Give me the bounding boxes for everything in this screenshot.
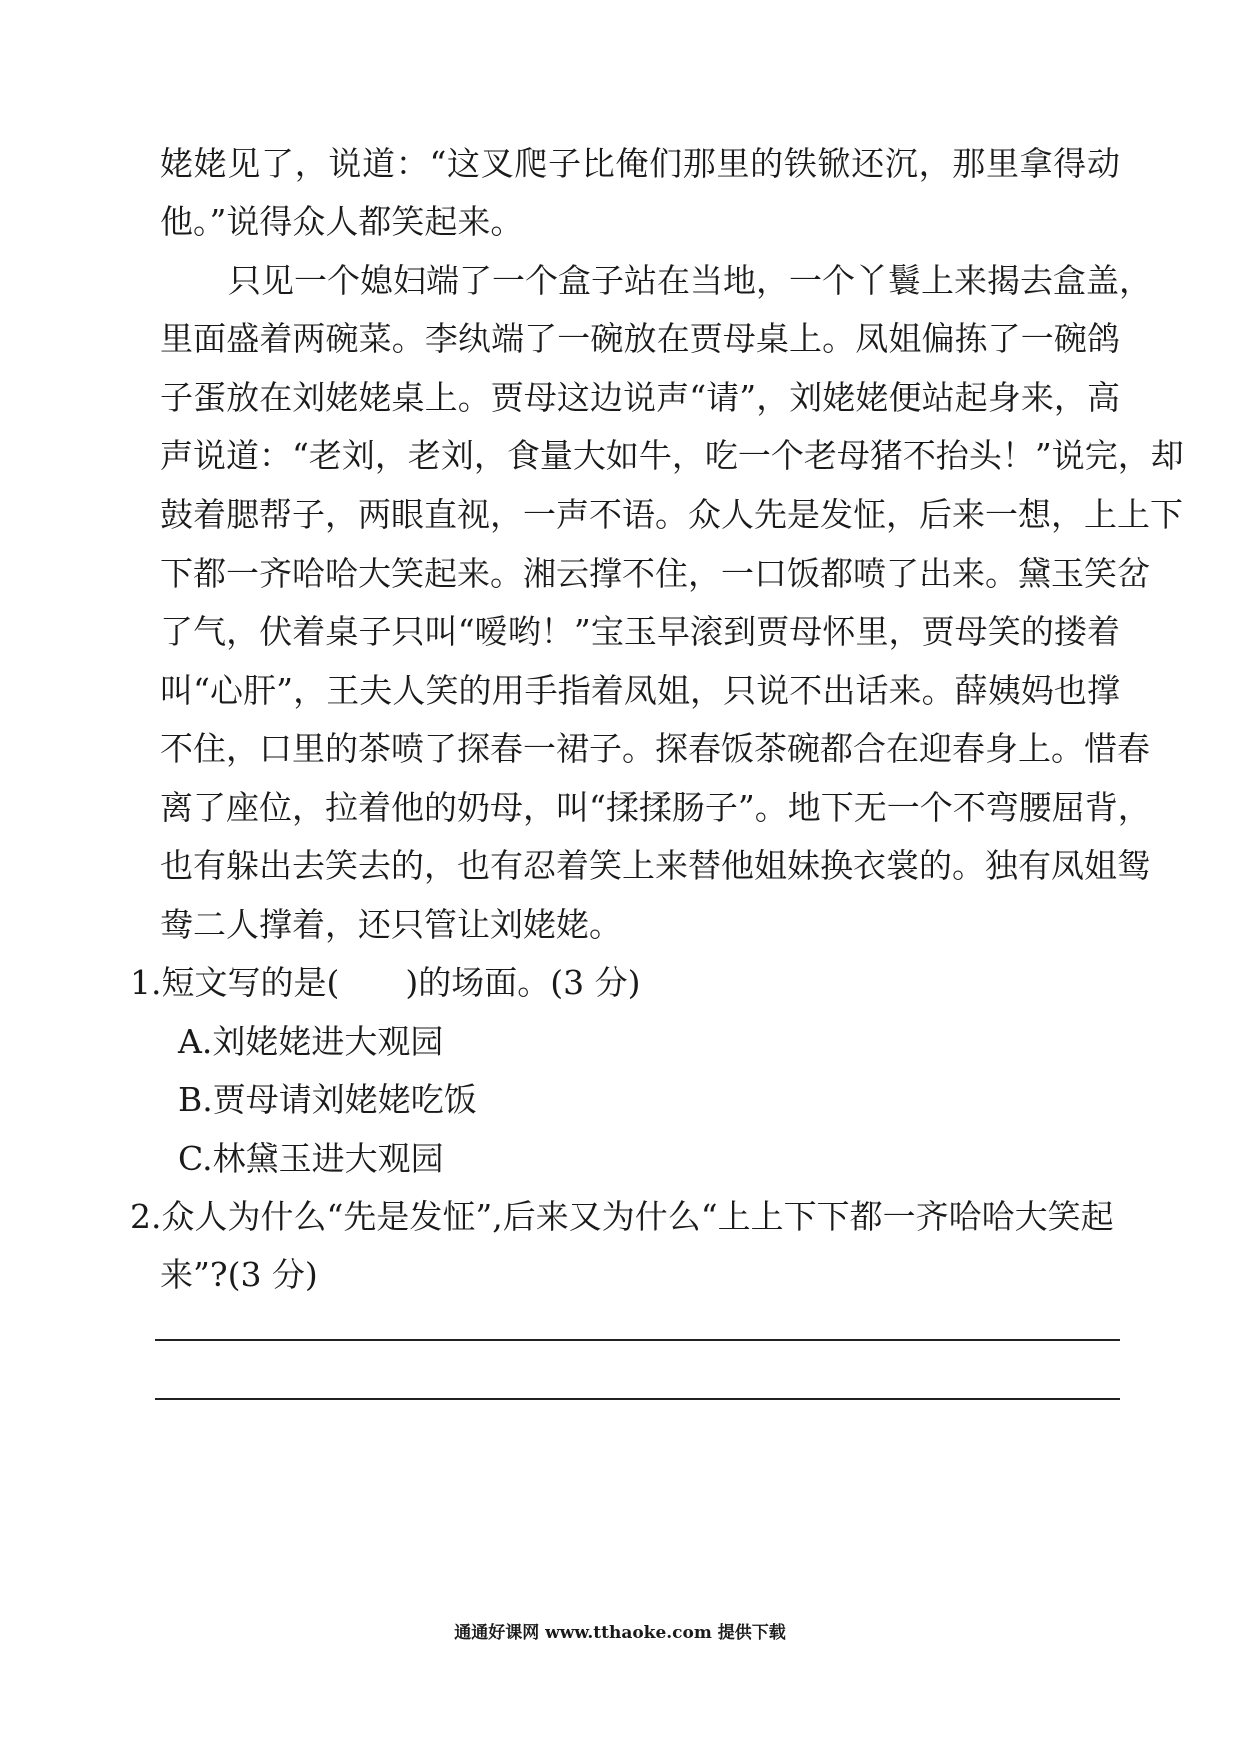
passage-line: 声说道：“老刘，老刘，食量大如牛，吃一个老母猪不抬头！”说完，却 [160, 436, 1184, 475]
question-text: 来”?(3 分) [160, 1255, 318, 1294]
passage-line: 也有躲出去笑去的，也有忍着笑上来替他姐妹换衣裳的。独有凤姐鸳 [160, 846, 1150, 885]
passage-line: 他。”说得众人都笑起来。 [160, 202, 524, 241]
passage-line: 离了座位，拉着他的奶母，叫“揉揉肠子”。地下无一个不弯腰屈背， [160, 788, 1151, 827]
passage-line: 不住，口里的茶喷了探春一裙子。探春饭茶碗都合在迎春身上。惜春 [160, 729, 1150, 768]
passage-line: 下都一齐哈哈大笑起来。湘云撑不住，一口饭都喷了出来。黛玉笑岔 [160, 554, 1150, 593]
passage-line: 子蛋放在刘姥姥桌上。贾母这边说声“请”，刘姥姥便站起身来，高 [160, 378, 1120, 417]
footer-text: 通通好课网 www.tthaoke.com 提供下载 [454, 1623, 786, 1643]
answer-option-b: B.贾母请刘姥姥吃饭 [178, 1080, 477, 1119]
answer-option-a: A.刘姥姥进大观园 [178, 1022, 444, 1061]
passage-line: 了气，伏着桌子只叫“嗳哟！”宝玉早滚到贾母怀里，贾母笑的搂着 [160, 612, 1120, 651]
answer-line [155, 1398, 1120, 1400]
answer-option-c: C.林黛玉进大观园 [178, 1139, 444, 1178]
passage-line: 只见一个媳妇端了一个盒子站在当地，一个丫鬟上来揭去盒盖， [228, 261, 1152, 300]
passage-line: 里面盛着两碗菜。李纨端了一碗放在贾母桌上。凤姐偏拣了一碗鸽 [160, 319, 1120, 358]
passage-line: 鼓着腮帮子，两眼直视，一声不语。众人先是发怔，后来一想，上上下 [160, 495, 1183, 534]
passage-line: 鸯二人撑着，还只管让刘姥姥。 [160, 905, 622, 944]
passage-line: 叫“心肝”，王夫人笑的用手指着凤姐，只说不出话来。薛姨妈也撑 [160, 671, 1120, 710]
passage-line: 姥姥见了，说道：“这叉爬子比俺们那里的铁锨还沉，那里拿得动 [160, 144, 1120, 183]
question-text: 2.众人为什么“先是发怔”,后来又为什么“上上下下都一齐哈哈大笑起 [130, 1197, 1114, 1236]
answer-line [155, 1339, 1120, 1341]
question-text: 1.短文写的是( )的场面。(3 分) [130, 963, 641, 1002]
